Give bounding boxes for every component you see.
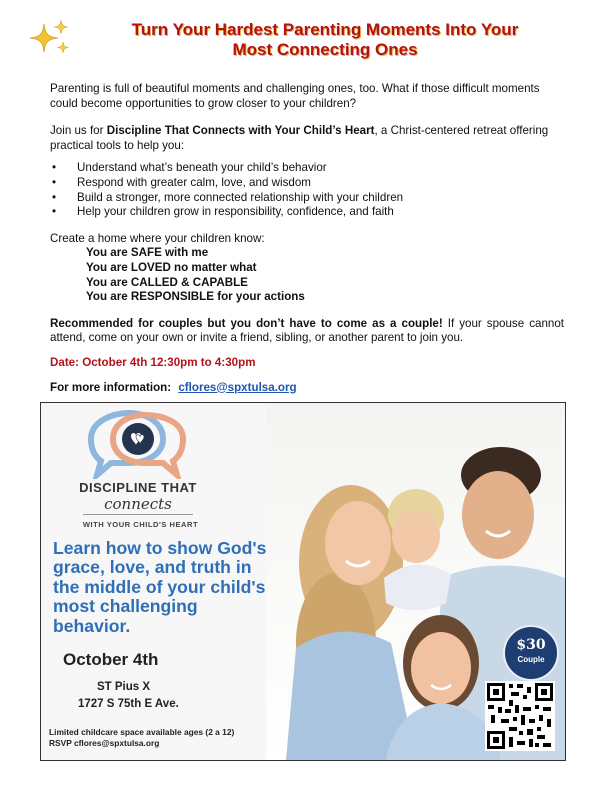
list-item-text: Understand what’s beneath your child’s behavior — [77, 161, 327, 175]
list-item-text: Help your children grow in responsibility, confidence, and faith — [77, 205, 394, 219]
list-item — [50, 191, 564, 206]
recommendation-paragraph — [50, 317, 564, 346]
sparkles-icon — [30, 18, 76, 58]
list-item — [50, 161, 564, 176]
event-name: Discipline That Connects with Your Child’s Heart — [106, 124, 375, 138]
price-value: $30 — [516, 637, 546, 653]
intro-paragraph: Parenting is full of beautiful moments and challenging ones, too. What if those difficult moments could become opportunities to grow closer to your children? — [50, 82, 540, 110]
list-item-text: Build a stronger, more connected relationship with your children — [77, 190, 404, 204]
logo-subtitle: WITH YOUR CHILD'S HEART — [82, 520, 199, 529]
truths-list — [86, 246, 564, 304]
list-item-text: Respond with greater calm, love, and wisdom — [77, 175, 311, 189]
speech-bubbles-heart-icon — [83, 409, 193, 479]
recommendation-rest: If your spouse cannot attend, come on your own or invite a friend, sibling, or another parent to join you. — [50, 316, 565, 345]
join-suffix: , a Christ-centered retreat offering practical tools to help you: — [50, 124, 549, 152]
list-item — [50, 205, 564, 220]
bullet-icon: • — [52, 161, 57, 175]
flyer-footnote — [49, 727, 234, 748]
info-label: For more information: — [50, 380, 172, 394]
event-date: Date: October 4th 12:30pm to 4:30pm — [50, 355, 256, 369]
logo-title: DISCIPLINE THAT — [79, 480, 197, 495]
know-intro: Create a home where your children know: — [50, 231, 265, 245]
price-badge — [503, 625, 559, 681]
bullet-icon: • — [52, 190, 57, 204]
truth-item: You are LOVED no matter what — [86, 260, 257, 274]
benefits-list — [50, 161, 564, 219]
join-paragraph — [50, 124, 564, 153]
qr-code[interactable] — [485, 681, 555, 751]
logo-script: connects — [104, 495, 172, 513]
price-unit: Couple — [517, 655, 545, 664]
rsvp-note: RSVP cflores@spxtulsa.org — [49, 737, 160, 748]
list-item — [50, 176, 564, 191]
venue-name: ST Pius X — [97, 681, 151, 693]
flyer-location — [78, 679, 179, 713]
title-line-2: Most Connecting Ones — [232, 40, 418, 59]
recommendation-bold: Recommended for couples but you don’t have to come as a couple! — [50, 316, 443, 330]
email-link[interactable]: cflores@spxtulsa.org — [178, 380, 297, 394]
page-title — [90, 20, 560, 60]
flyer-headline: Learn how to show God's grace, love, and truth in the middle of your child's most challenging behavior. — [53, 538, 267, 636]
truth-item: You are CALLED & CAPABLE — [86, 275, 248, 289]
bullet-icon: • — [52, 205, 57, 219]
bullet-icon: • — [52, 175, 57, 189]
info-line — [50, 381, 564, 396]
join-prefix: Join us for — [50, 124, 107, 138]
body-text — [50, 82, 564, 395]
event-flyer — [40, 402, 566, 761]
title-line-1: Turn Your Hardest Parenting Moments Into Your — [131, 20, 519, 39]
truth-item: You are RESPONSIBLE for your actions — [86, 290, 305, 304]
truth-item: You are SAFE with me — [86, 246, 209, 260]
childcare-note: Limited childcare space available ages (2 a 12) — [49, 727, 235, 737]
flyer-date: October 4th — [63, 650, 159, 669]
logo-divider — [83, 514, 193, 515]
venue-address: 1727 S 75th E Ave. — [78, 698, 179, 710]
